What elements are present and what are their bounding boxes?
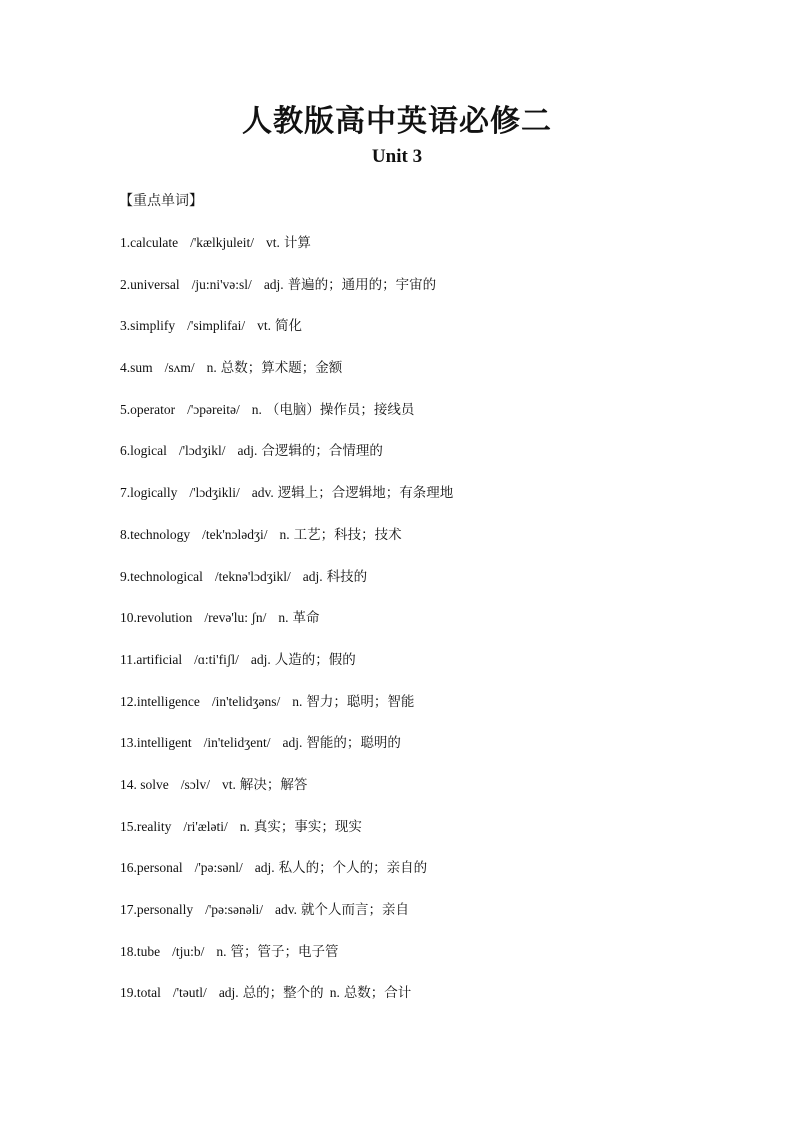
- vocab-meaning: 人造的；假的: [274, 651, 356, 668]
- vocab-item: [120, 774, 453, 816]
- vocab-part-of-speech: n.: [292, 693, 303, 709]
- vocab-part-of-speech: adj.: [237, 443, 258, 459]
- vocab-meaning: 简化: [274, 318, 302, 335]
- vocab-word: solve: [140, 776, 169, 792]
- vocab-word: total: [136, 985, 161, 1001]
- vocab-part-of-speech: n.: [251, 401, 262, 417]
- vocab-word: logically: [130, 485, 178, 501]
- vocab-item: [120, 982, 453, 1024]
- vocab-number: 4.: [120, 360, 131, 376]
- vocab-meaning: 智力；聪明；智能: [306, 693, 415, 710]
- vocab-phonetic: /sɔlv/: [180, 776, 210, 792]
- vocab-meaning: 就个人而言；亲自: [301, 902, 410, 918]
- vocab-number: 14.: [120, 776, 141, 792]
- vocab-phonetic: /in'telidʒent/: [203, 735, 271, 751]
- vocab-number: 16.: [120, 860, 137, 876]
- vocab-phonetic: /ju:ni'və:sl/: [191, 276, 252, 292]
- vocab-number: 11.: [120, 651, 137, 667]
- vocab-item: [120, 607, 453, 649]
- vocab-item: [120, 857, 453, 899]
- vocab-number: 9.: [120, 568, 131, 584]
- vocab-phonetic: /'kælkjuleit/: [190, 235, 255, 250]
- vocab-meaning: 科技的: [326, 568, 368, 585]
- vocab-phonetic: /teknə'lɔdʒikl/: [214, 568, 291, 584]
- vocab-phonetic: /'lɔdʒikli/: [189, 485, 240, 501]
- vocab-item: [120, 566, 453, 608]
- unit-subtitle: Unit 3: [371, 146, 423, 167]
- vocab-part-of-speech: vt.: [257, 318, 271, 334]
- vocab-meaning: 工艺；科技；技术: [293, 526, 402, 543]
- vocab-meaning: 私人的；个人的；亲自的: [278, 860, 428, 877]
- vocab-item: [120, 649, 453, 691]
- vocab-item: [120, 482, 453, 524]
- vocab-item: [120, 941, 453, 983]
- vocab-part-of-speech: n.: [206, 360, 217, 376]
- vocab-number: 5.: [120, 401, 131, 417]
- vocab-phonetic: /'pə:sənl/: [194, 860, 243, 876]
- vocab-part-of-speech: n.: [239, 818, 250, 834]
- vocab-word: universal: [130, 276, 180, 292]
- vocab-phonetic: /sʌm/: [164, 360, 195, 376]
- vocab-item: [120, 691, 453, 733]
- vocab-part-of-speech-2: n.: [329, 985, 340, 1001]
- vocab-phonetic: /in'telidʒəns/: [211, 693, 281, 709]
- vocab-word: revolution: [136, 610, 193, 626]
- vocab-meaning: 革命: [292, 610, 320, 627]
- vocab-meaning: 逻辑上；合逻辑地；有条理地: [277, 485, 454, 502]
- vocab-phonetic: /tju:b/: [172, 943, 205, 959]
- vocab-part-of-speech: adj.: [250, 651, 271, 667]
- vocab-meaning: 合逻辑的；合情理的: [261, 443, 383, 460]
- vocab-item: [120, 232, 453, 274]
- vocab-number: 15.: [120, 818, 137, 834]
- vocab-number: 13.: [120, 735, 137, 751]
- vocab-number: 3.: [120, 318, 131, 334]
- vocab-word: intelligent: [136, 735, 192, 751]
- vocab-number: 2.: [120, 276, 131, 292]
- vocab-part-of-speech: adv.: [251, 485, 274, 501]
- vocab-number: 7.: [120, 485, 131, 501]
- vocab-word: sum: [130, 360, 153, 376]
- vocab-number: 10.: [120, 610, 137, 626]
- vocab-part-of-speech: n.: [279, 526, 290, 542]
- vocab-word: technological: [130, 568, 203, 584]
- vocab-number: 6.: [120, 443, 131, 459]
- section-header: 【重点单词】: [119, 193, 203, 209]
- vocab-item: [120, 357, 453, 399]
- vocab-phonetic: /'ɔpəreitə/: [187, 401, 240, 417]
- vocab-word: logical: [130, 443, 167, 459]
- vocab-part-of-speech: adj.: [263, 276, 284, 292]
- vocab-item: [120, 315, 453, 357]
- vocab-phonetic: /'pə:sənəli/: [205, 902, 264, 917]
- vocab-phonetic: /'simplifai/: [187, 318, 246, 334]
- vocab-phonetic: /'lɔdʒikl/: [178, 443, 226, 459]
- vocab-meaning: 解决；解答: [239, 776, 308, 793]
- vocab-word: simplify: [130, 318, 176, 334]
- vocab-item: [120, 524, 453, 566]
- vocab-word: calculate: [130, 235, 179, 250]
- vocab-item: [120, 399, 453, 441]
- vocab-meaning: （电脑）操作员；接线员: [265, 401, 415, 418]
- vocab-word: reality: [136, 818, 172, 834]
- vocab-list: [120, 232, 453, 1024]
- vocab-word: artificial: [136, 651, 183, 667]
- vocab-item: [120, 274, 453, 316]
- vocab-meaning-2: 总数；合计: [343, 985, 412, 1002]
- vocab-word: intelligence: [136, 693, 200, 709]
- vocab-word: personally: [136, 902, 194, 917]
- vocab-part-of-speech: n.: [278, 610, 289, 626]
- vocab-meaning: 计算: [283, 235, 311, 251]
- vocab-item: [120, 732, 453, 774]
- vocab-meaning: 普遍的；通用的；宇宙的: [287, 276, 437, 293]
- vocab-meaning: 管；管子；电子管: [230, 943, 339, 960]
- vocab-number: 12.: [120, 693, 137, 709]
- vocab-item: [120, 816, 453, 858]
- page-title: 人教版高中英语必修二: [242, 104, 552, 139]
- vocab-phonetic: /'təutl/: [172, 985, 207, 1001]
- vocab-part-of-speech: adj.: [282, 735, 303, 751]
- vocab-part-of-speech: vt.: [266, 235, 280, 250]
- vocab-meaning: 总的；整个的: [242, 985, 324, 1002]
- vocab-meaning: 总数；算术题；金额: [220, 360, 343, 377]
- vocab-part-of-speech: n.: [216, 943, 227, 959]
- vocab-part-of-speech: adj.: [254, 860, 275, 876]
- vocab-meaning: 真实；事实；现实: [253, 818, 362, 835]
- vocab-number: 18.: [120, 943, 137, 959]
- vocab-item: [120, 440, 453, 482]
- vocab-phonetic: /revə'lu: ʃn/: [204, 610, 267, 626]
- vocab-part-of-speech: vt.: [222, 776, 236, 792]
- vocab-word: technology: [130, 526, 191, 542]
- vocab-word: personal: [136, 860, 183, 876]
- vocab-phonetic: /ri'æləti/: [183, 818, 228, 834]
- vocab-number: 1.: [120, 235, 131, 250]
- vocab-phonetic: /tek'nɔlədʒi/: [202, 526, 268, 542]
- vocab-number: 8.: [120, 526, 131, 542]
- vocab-part-of-speech: adj.: [302, 568, 323, 584]
- vocab-word: operator: [130, 401, 176, 417]
- vocab-part-of-speech: adv.: [275, 902, 298, 917]
- vocab-meaning: 智能的；聪明的: [306, 735, 401, 752]
- vocab-number: 17.: [120, 902, 137, 917]
- vocab-number: 19.: [120, 985, 137, 1001]
- vocab-word: tube: [136, 943, 161, 959]
- vocab-item: [120, 899, 453, 941]
- vocab-part-of-speech: adj.: [218, 985, 239, 1001]
- vocab-phonetic: /ɑ:ti'fiʃl/: [194, 651, 239, 667]
